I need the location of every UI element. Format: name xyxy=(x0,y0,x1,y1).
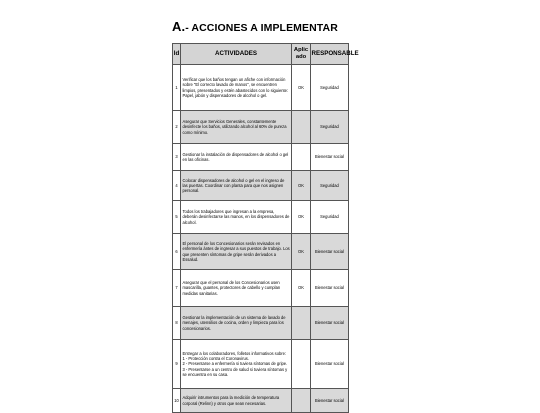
row-id: 4 xyxy=(173,171,181,201)
table-body xyxy=(173,65,349,413)
row-id: 10 xyxy=(173,389,181,413)
row-id: 7 xyxy=(173,270,181,307)
document-title xyxy=(172,19,338,34)
row-aplicado: OK xyxy=(292,171,311,201)
row-id: 2 xyxy=(173,111,181,144)
row-responsable: Seguridad xyxy=(311,201,349,234)
header-id: Id xyxy=(173,44,181,65)
row-responsable: Bienestar social xyxy=(311,307,349,340)
table-header-row xyxy=(173,44,349,65)
row-actividad: Asegurar que el personal de los Concesionarios usen mascarilla, guantes, protectores de cabello y cumplan medidas sanitarias. xyxy=(181,270,292,307)
table-row xyxy=(173,144,349,171)
title-prefix: A. xyxy=(172,19,186,34)
row-id: 9 xyxy=(173,340,181,389)
row-aplicado xyxy=(292,389,311,413)
title-text: - ACCIONES A IMPLEMENTAR xyxy=(185,22,338,34)
row-actividad: Verificar que los baños tengan un afiche con información sobre "El correcto lavado de manos", se encuentren limpios, presentados y estén abastecidos con lo siguiente: Papel, jabón y dispensadores de alcohol o gel. xyxy=(181,65,292,111)
row-id: 5 xyxy=(173,201,181,234)
row-actividad: Colocar dispensadores de alcohol o gel en el ingreso de las puertas. Coordinar con planta para que nos asignen personal. xyxy=(181,171,292,201)
row-id: 6 xyxy=(173,234,181,270)
row-aplicado: OK xyxy=(292,234,311,270)
row-responsable: Bienestar social xyxy=(311,270,349,307)
row-responsable: Bienestar social xyxy=(311,234,349,270)
header-aplicado xyxy=(292,44,311,65)
row-responsable: Bienestar social xyxy=(311,144,349,171)
table-row xyxy=(173,389,349,413)
row-responsable: Seguridad xyxy=(311,111,349,144)
row-responsable: Bienestar social xyxy=(311,389,349,413)
row-actividad: Todos los trabajadores que ingresan a la empresa, deberán desinfectarse las manos, en los dispensadores de alcohol. xyxy=(181,201,292,234)
row-aplicado: OK xyxy=(292,65,311,111)
header-aplicado-text: Aplic ado xyxy=(293,47,309,60)
row-id: 1 xyxy=(173,65,181,111)
row-actividad: El personal de los Concesionarios serán revisados en enfermería ántes de ingresar a sus puestos de trabajo. Los que presenten síntomas de gripe serán derivados a Essalud. xyxy=(181,234,292,270)
row-aplicado xyxy=(292,111,311,144)
table-row xyxy=(173,270,349,307)
table-row xyxy=(173,111,349,144)
table-row xyxy=(173,234,349,270)
table-row xyxy=(173,307,349,340)
row-responsable: Seguridad xyxy=(311,171,349,201)
table-row xyxy=(173,65,349,111)
table-row xyxy=(173,171,349,201)
row-aplicado: OK xyxy=(292,270,311,307)
row-aplicado: OK xyxy=(292,201,311,234)
row-aplicado xyxy=(292,144,311,171)
row-actividad: Asegurar que Servicios Generales, constantemente desinfecte los baños, utilizando alcohol al 60% de pureza como mínimo. xyxy=(181,111,292,144)
table-row xyxy=(173,340,349,389)
row-actividad: Gestionar la instalación de dispensadores de alcohol o gel en las oficinas. xyxy=(181,144,292,171)
row-responsable: Seguridad xyxy=(311,65,349,111)
header-responsable: RESPONSABLE xyxy=(311,44,349,65)
table-row xyxy=(173,201,349,234)
row-id: 8 xyxy=(173,307,181,340)
row-responsable: Bienestar social xyxy=(311,340,349,389)
row-aplicado xyxy=(292,307,311,340)
row-aplicado xyxy=(292,340,311,389)
header-actividades: ACTIVIDADES xyxy=(181,44,292,65)
actions-table xyxy=(172,43,359,413)
row-actividad: Adquirir intrumentos para la medición de temperatura corporal (Relinn) y otros que sean necesarias. xyxy=(181,389,292,413)
row-id: 3 xyxy=(173,144,181,171)
row-actividad: Entregar a los colaboradores, folletos informativos sobre: 1 - Protección contra el Coronavirus. 2 - Presentarse a enfermería si tuviera síntomas de gripe. 3 - Presentarse a un centro de salud si tuviera síntomas y se encuentra en su casa. xyxy=(181,340,292,389)
row-actividad: Gestionar la implementación de un sistema de lavado de menajes, utensilios de cocina, orden y limpieza para los concesionarios. xyxy=(181,307,292,340)
